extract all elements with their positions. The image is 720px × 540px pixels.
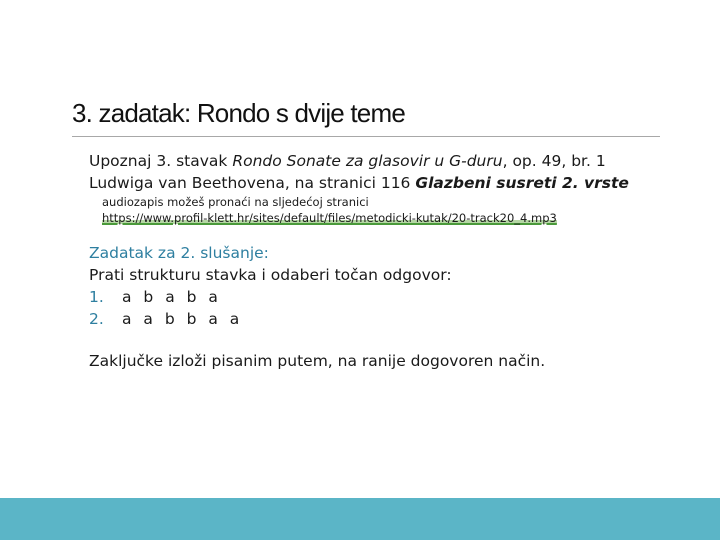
piece-title: Rondo Sonate za glasovir u G-duru	[232, 152, 503, 170]
intro-line-2	[89, 172, 689, 194]
intro-line-1	[89, 150, 689, 172]
book-title: Glazbeni susreti 2. vrste	[415, 174, 629, 192]
option-2-number: 2.	[89, 310, 104, 328]
intro-text-1: Upoznaj 3. stavak	[89, 152, 233, 170]
slide-title: 3. zadatak: Rondo s dvije teme	[72, 98, 405, 128]
task-instruction: Prati strukturu stavka i odaberi točan odgovor:	[89, 266, 452, 284]
audio-note: audiozapis možeš pronaći na sljedećoj stranici	[102, 195, 369, 209]
option-1[interactable]	[89, 286, 689, 308]
option-1-number: 1.	[89, 288, 104, 306]
footer-bar	[0, 498, 720, 540]
audio-link[interactable]: https://www.profil-klett.hr/sites/default/files/metodicki-kutak/20-track20_4.mp3	[102, 211, 557, 225]
slide-content	[89, 150, 689, 372]
option-2-text: a a b b a a	[122, 310, 243, 328]
title-divider	[72, 136, 660, 137]
conclusion-text: Zaključke izloži pisanim putem, na ranije dogovoren način.	[89, 352, 546, 370]
option-1-text: a b a b a	[122, 288, 222, 306]
intro-text-3: , op. 49, br. 1	[502, 152, 606, 170]
option-2[interactable]	[89, 308, 689, 330]
intro-text-4: Ludwiga van Beethovena, na stranici 116	[89, 174, 416, 192]
task-heading: Zadatak za 2. slušanje:	[89, 244, 269, 262]
audio-link-line	[102, 210, 689, 226]
